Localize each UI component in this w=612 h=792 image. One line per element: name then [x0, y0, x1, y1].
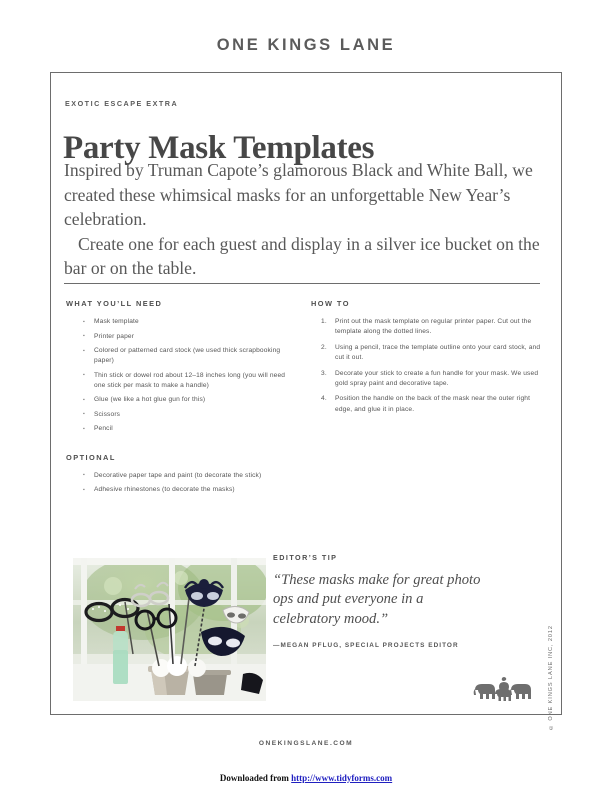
- brand-title: ONE KINGS LANE: [216, 36, 396, 54]
- list-item: ▪ Decorative paper tape and paint (to decorate the stick): [94, 471, 296, 481]
- editors-tip-quote: “These masks make for great photo ops and put everyone in a celebratory mood.”: [273, 572, 481, 627]
- howto-heading: HOW TO: [311, 299, 350, 308]
- optional-section: [66, 453, 296, 496]
- materials-column: [66, 299, 296, 500]
- site-url-footer: ONEKINGSLANE.COM: [258, 740, 354, 747]
- list-item: ▪ Mask template: [94, 317, 296, 327]
- list-item: ▪ Glue (we like a hot glue gun for this): [94, 395, 296, 405]
- howto-list: [311, 317, 546, 415]
- howto-column: [311, 299, 546, 420]
- list-item: Using a pencil, trace the template outline onto your card stock, and cut it out.: [335, 343, 541, 361]
- elephants-logo-icon: [473, 676, 533, 708]
- page-title: Party Mask Templates: [63, 130, 375, 167]
- intro-paragraph-2: Create one for each guest and display in a silver ice bucket on the bar or on the table.: [64, 233, 540, 279]
- intro-paragraphs: [64, 158, 544, 281]
- download-prefix-label: Downloaded from: [219, 773, 292, 783]
- editors-tip-label: EDITOR’S TIP: [273, 553, 338, 562]
- section-divider-rule: [64, 283, 540, 284]
- list-item: ▪ Thin stick or dowel rod about 12–18 inches long (you will need one stick per mask to make a handle): [94, 371, 296, 391]
- materials-list: [66, 317, 296, 435]
- intro-paragraph-1: Inspired by Truman Capote’s glamorous Black and White Ball, we created these whimsical masks for an unforgettable New Year’s celebration.: [64, 160, 533, 230]
- download-source-bar: [0, 773, 612, 783]
- list-item: ▪ Printer paper: [94, 332, 296, 342]
- list-item: Decorate your stick to create a fun handle for your mask. We used gold spray paint and decorative tape.: [335, 369, 539, 387]
- materials-heading: WHAT YOU’LL NEED: [66, 299, 163, 308]
- list-item: Print out the mask template on regular printer paper. Cut out the template along the dotted lines.: [335, 318, 532, 336]
- list-item: ▪ Scissors: [94, 410, 296, 420]
- kicker-eyebrow: EXOTIC ESCAPE EXTRA: [65, 99, 179, 108]
- party-masks-photo: [73, 558, 266, 701]
- list-item: Position the handle on the back of the mask near the outer right edge, and glue it in place.: [335, 395, 531, 413]
- list-item: ▪ Pencil: [94, 424, 296, 434]
- editors-tip: [273, 553, 523, 649]
- list-item: ▪ Adhesive rhinestones (to decorate the masks): [94, 485, 296, 495]
- optional-heading: OPTIONAL: [66, 452, 116, 462]
- list-item: ▪ Colored or patterned card stock (we used thick scrapbooking paper): [94, 346, 296, 366]
- editors-tip-attribution: —MEGAN PFLUG, SPECIAL PROJECTS EDITOR: [273, 642, 459, 650]
- copyright-vertical: © ONE KINGS LANE INC, 2012: [548, 625, 554, 730]
- optional-list: [66, 471, 296, 496]
- brand-header: [0, 36, 612, 55]
- download-source-link[interactable]: http://www.tidyforms.com: [291, 773, 393, 783]
